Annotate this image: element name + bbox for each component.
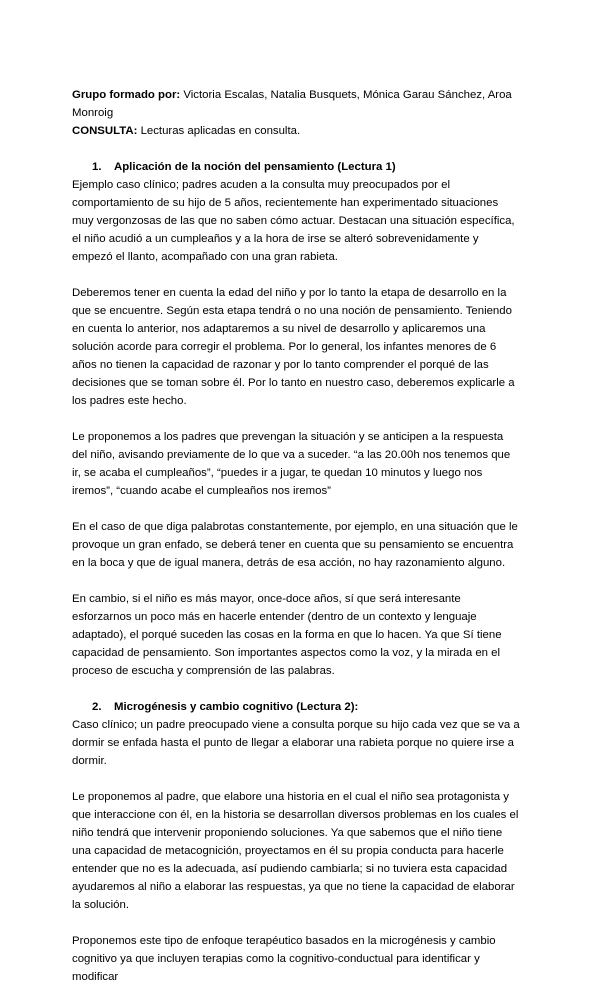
section1-heading bbox=[72, 158, 520, 176]
group-line bbox=[72, 86, 520, 122]
group-members: Victoria Escalas, Natalia Busquets, Mónica Garau Sánchez, Aroa Monroig bbox=[72, 89, 512, 119]
section1-title: Aplicación de la noción del pensamiento (Lectura 1) bbox=[114, 161, 396, 173]
group-label: Grupo formado por: bbox=[72, 89, 181, 101]
consulta-label: CONSULTA: bbox=[72, 125, 138, 137]
section2-number: 2. bbox=[92, 701, 102, 713]
section1-number: 1. bbox=[92, 161, 102, 173]
section1-paragraph: Deberemos tener en cuenta la edad del niño y por lo tanto la etapa de desarrollo en la que se encuentre. Según esta etapa tendrá o no una noción de pensamiento. Teniendo en cuenta lo anterior, nos adaptaremos a su nivel de desarrollo y aplicaremos una solución acorde para corregir el problema. Por lo general, los infantes menores de 6 años no tienen la capacidad de razonar y por lo tanto comprender el porqué de las decisiones que se toman sobre él. Por lo tanto en nuestro caso, deberemos explicarle a los padres este hecho. bbox=[72, 287, 515, 407]
section1-paragraph: En cambio, si el niño es más mayor, once-doce años, sí que será interesante esforzarnos un poco más en hacerle entender (dentro de un contexto y lenguaje adaptado), el porqué suceden las cosas en la forma en que lo hacen. Ya que Sí tiene capacidad de pensamiento. Son importantes aspectos como la voz, y la mirada en el proceso de escucha y comprensión de las palabras. bbox=[72, 593, 502, 677]
section1-paragraph: Le proponemos a los padres que prevengan la situación y se anticipen a la respuesta del niño, avisando previamente de lo que va a suceder. “a las 20.00h nos tenemos que ir, se acaba el cumpleaños”, “puedes ir a jugar, te quedan 10 minutos y luego nos iremos”, “cuando acabe el cumpleaños nos iremos” bbox=[72, 431, 511, 497]
section2-paragraph: Proponemos este tipo de enfoque terapéutico basados en la microgénesis y cambio cognitivo ya que incluyen terapias como la cognitivo-conductual para identificar y modificar bbox=[72, 935, 496, 983]
consulta-line bbox=[72, 122, 520, 140]
section1-paragraph: Ejemplo caso clínico; padres acuden a la consulta muy preocupados por el comportamiento de su hijo de 5 años, recientemente han experimentado situaciones muy vergonzosas de las que no saben cómo actuar. Destacan una situación específica, el niño acudió a un cumpleaños y a la hora de irse se alteró sobrevenidamente y empezó el llanto, acompañado con una gran rabieta. bbox=[72, 179, 515, 263]
section2-paragraph: Le proponemos al padre, que elabore una historia en el cual el niño sea protagonista y que interaccione con él, en la historia se desarrollan diversos problemas en los cuales el niño tendrá que intervenir proponiendo soluciones. Ya que sabemos que el niño tiene una capacidad de metacognición, proyectamos en él su propia conducta para hacerle entender que no es la adecuada, así pudiendo cambiarla; si no tuviera esta capacidad ayudaremos al niño a elaborar las respuestas, ya que no tiene la capacidad de elaborar la solución. bbox=[72, 791, 519, 911]
section2-paragraph: Caso clínico; un padre preocupado viene a consulta porque su hijo cada vez que se va a dormir se enfada hasta el punto de llegar a elaborar una rabieta porque no quiere irse a dormir. bbox=[72, 719, 520, 767]
consulta-text: Lecturas aplicadas en consulta. bbox=[140, 125, 301, 137]
section2-title: Microgénesis y cambio cognitivo (Lectura 2): bbox=[114, 701, 359, 713]
section1-paragraph: En el caso de que diga palabrotas constantemente, por ejemplo, en una situación que le provoque un gran enfado, se deberá tener en cuenta que su pensamiento se encuentra en la boca y que de igual manera, detrás de esa acción, no hay razonamiento alguno. bbox=[72, 521, 518, 569]
section2-heading bbox=[72, 698, 520, 716]
